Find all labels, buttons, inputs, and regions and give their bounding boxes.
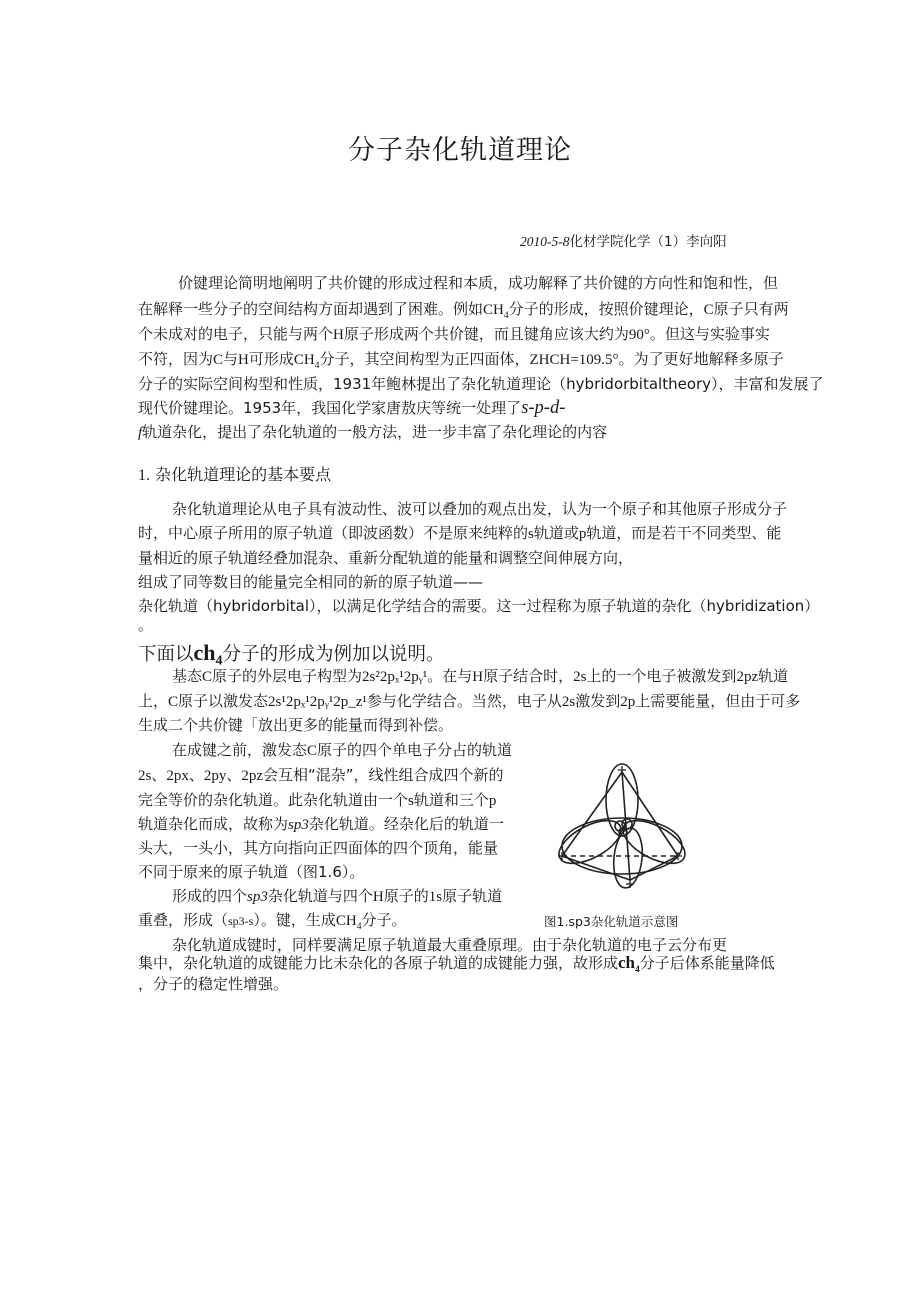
sp3-orbital-figure [550,758,690,898]
p3-line-6: 不同于原来的原子轨道（图1.6）。 [138,863,365,881]
p4-line-2: 重叠，形成（sp3-s）。键，生成$CH_4$分子。 [138,911,407,932]
page-title: 分子杂化轨道理论 [348,135,572,166]
tetra-edge [562,772,622,856]
p2-line-1: 基态C原子的外层电子构型为2s²2pₓ¹2pᵧ¹。在与H原子结合时，2s上的一个电子被激发到2pz轨道 [172,667,789,685]
intro-line-4: 不符，因为C与H可形成$CH_4$分子，其空间构型为正四面体，ZHCH=109.5°。为了更好地解释多原子 [138,350,784,371]
p1-line-5: 杂化轨道（hybridorbital），以满足化学结合的需要。这一过程称为原子轨道的杂化（hybridization） [138,597,820,615]
tetra-edge [562,856,630,880]
intro-line-6: 现代价键理论。1953年，我国化学家唐敖庆等统一处理了s-p-d- [138,398,566,418]
intro-line-7: f轨道杂化，提出了杂化轨道的一般方法，进一步丰富了杂化理论的内容 [138,423,608,441]
example-line: 下面以$ch_4$分子的形成为例加以说明。 [138,640,445,669]
p3-line-2: 2s、2px、2py、2pz会互相“混杂”，线性组合成四个新的 [138,766,504,784]
intro-line-2: 在解释一些分子的空间结构方面却遇到了困难。例如$CH_4$分子的形成，按照价键理论，C原子只有两 [138,300,789,321]
plus-sign [626,880,634,888]
p3-line-5: 头大，一头小，其方向指向正四面体的四个顶角，能量 [138,839,499,857]
p3-line-3: 完全等价的杂化轨道。此杂化轨道由一个s轨道和三个p [138,791,497,809]
p5-line-3: ，分子的稳定性增强。 [138,975,289,993]
byline-date: 2010-5-8 [520,234,570,249]
byline-author: 化材学院化学（1）李向阳 [569,234,727,250]
intro-line-3: 个未成对的电子，只能与两个H原子形成两个共价键，而且键角应该大约为90°。但这与实验事实 [138,325,770,343]
p1-line-4: 组成了同等数目的能量完全相同的新的原子轨道—— [138,573,484,591]
intro-line-1: 价键理论简明地阐明了共价键的形成过程和本质，成功解释了共价键的方向性和饱和性，但 [178,274,779,292]
p4-line-1: 形成的四个sp3杂化轨道与四个H原子的1s原子轨道 [172,887,503,905]
intro-line-5: 分子的实际空间构型和性质，1931年鲍林提出了杂化轨道理论（hybridorbitaltheory），丰富和发展了 [138,375,824,393]
p1-line-2: 时，中心原子所用的原子轨道（即波函数）不是原来纯粹的s轨道或p轨道，而是若干不同类型、能 [138,524,782,542]
p1-line-1: 杂化轨道理论从电子具有波动性、波可以叠加的观点出发，认为一个原子和其他原子形成分子 [172,500,788,518]
orbital-lobe-left [552,812,627,872]
p1-line-6: 。 [138,616,154,634]
orbital-lobe-right [616,812,690,872]
p2-line-2: 上，C原子以激发态2s¹2pₓ¹2pᵧ¹2p_z¹参与化学结合。当然，电子从2s激发到2p上需要能量，但由于可多 [138,692,801,710]
p2-line-3: 生成二个共价键「放出更多的能量而得到补偿。 [138,716,454,734]
p3-line-1: 在成键之前，激发态C原子的四个单电子分占的轨道 [172,741,513,759]
p3-line-4: 轨道杂化而成，故称为sp3杂化轨道。经杂化后的轨道一 [138,815,504,833]
plus-sign [618,766,626,774]
byline [520,230,727,250]
figure-caption: 图1.sp3杂化轨道示意图 [544,914,679,929]
p5-line-1: 杂化轨道成键时，同样要满足原子轨道最大重叠原理。由于杂化轨道的电子云分布更 [172,936,728,954]
p1-line-3: 量相近的原子轨道经叠加混杂、重新分配轨道的能量和调整空间伸展方向， [138,549,634,567]
section-heading: 1. 杂化轨道理论的基本要点 [138,465,332,484]
p5-line-2: 集中，杂化轨道的成键能力比未杂化的各原子轨道的成键能力强，故形成$ch_4$分子后体系能量降低 [138,953,775,975]
